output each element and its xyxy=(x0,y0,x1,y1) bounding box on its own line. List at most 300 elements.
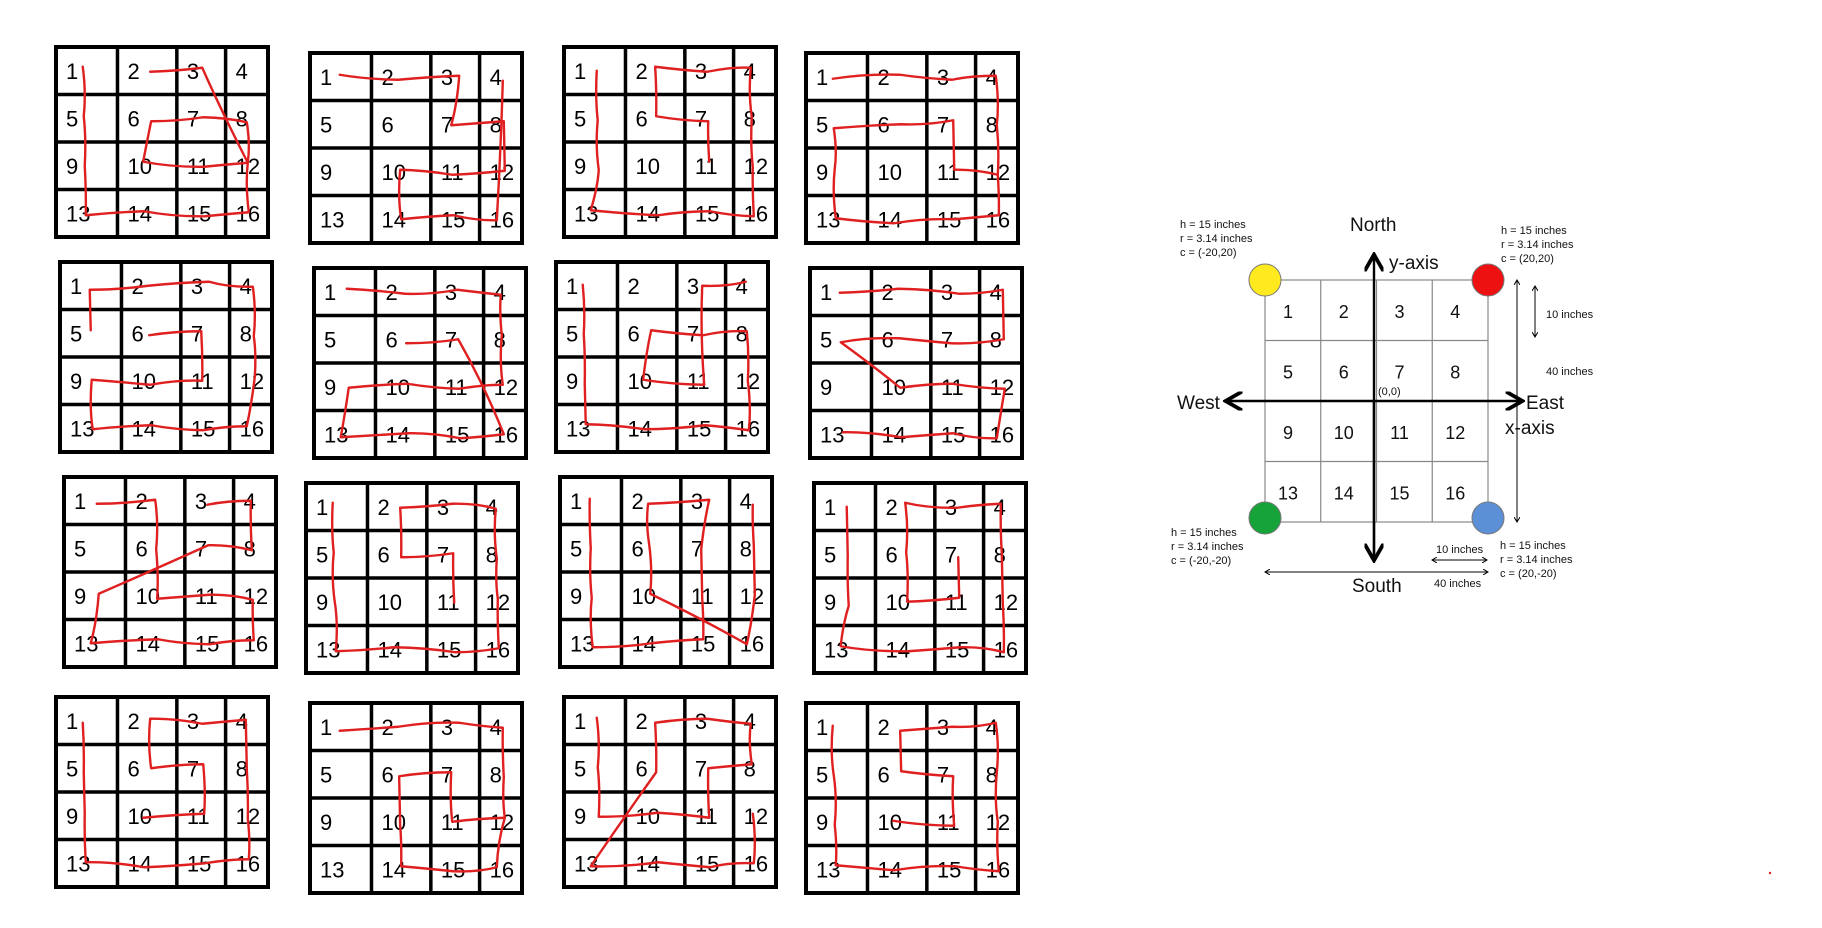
grid-cell-number: 15 xyxy=(436,637,462,663)
grid-cell-number: 16 xyxy=(989,422,1015,448)
grid-cell-number: 3 xyxy=(694,709,708,734)
grid-cell-number: 7 xyxy=(690,536,704,562)
grid-cell-number: 7 xyxy=(190,321,204,347)
grid-cell-number: 2 xyxy=(627,274,640,299)
grid-cell-number: 10 xyxy=(131,369,156,394)
north-label: North xyxy=(1350,215,1397,236)
grid-cell-number: 2 xyxy=(877,715,890,740)
grid-cell-number: 10 xyxy=(127,804,152,829)
grid-cell-number: 11 xyxy=(186,804,210,829)
grid-cell-number: 4 xyxy=(985,65,998,90)
grid-cell-number: 9 xyxy=(570,584,583,609)
grid-cell-number: 6 xyxy=(631,536,644,562)
grid-cell-number: 12 xyxy=(989,375,1015,400)
grid-cell-number: 9 xyxy=(70,369,83,394)
grid-cell-number: 5 xyxy=(816,112,829,138)
grid-cell-number: 10 xyxy=(381,810,406,835)
grid-cell-number: 16 xyxy=(235,201,261,227)
grid-cell-number: 11 xyxy=(690,584,714,609)
grid-cell-number: 12 xyxy=(493,375,519,400)
grid-cell-number: 6 xyxy=(627,321,640,347)
grid-cell-number: 11 xyxy=(936,810,960,835)
grid-cell-number: 8 xyxy=(243,536,256,562)
grid-cell-number: 13 xyxy=(566,416,591,442)
grid-cell-number: 13 xyxy=(570,631,595,657)
dim-total-right-label: 40 inches xyxy=(1546,366,1594,378)
grid-cell-number: 9 xyxy=(816,160,829,185)
grid-cell-number: 16 xyxy=(743,201,769,227)
grid-cell-number: 6 xyxy=(877,762,890,788)
grid-cell-number: 1 xyxy=(320,715,333,740)
tl-h: h = 15 inches xyxy=(1180,219,1246,231)
bl-c: c = (-20,-20) xyxy=(1171,555,1232,567)
origin-label: (0,0) xyxy=(1378,386,1401,398)
bl-h: h = 15 inches xyxy=(1171,527,1237,539)
grid-cell-number: 1 xyxy=(66,709,79,734)
grid-cell-number: 14 xyxy=(877,207,902,233)
reference-cell-number: 9 xyxy=(1282,423,1294,443)
grid-cell-number: 3 xyxy=(936,65,950,90)
grid-cell-number: 12 xyxy=(235,154,261,179)
grid-cell-number: 3 xyxy=(436,495,450,520)
grid-cell-number: 3 xyxy=(190,274,204,299)
grid-cell-number: 10 xyxy=(377,590,402,615)
grid-cell-number: 15 xyxy=(190,416,216,442)
grid-cell-number: 10 xyxy=(627,369,652,394)
grid-cell-number: 9 xyxy=(320,810,333,835)
grid-cell-number: 10 xyxy=(381,160,406,185)
grid-cell-number: 14 xyxy=(881,422,906,448)
tr-c: c = (20,20) xyxy=(1501,253,1554,265)
grid-cell-number: 2 xyxy=(881,280,894,305)
grid-cell-number: 9 xyxy=(574,154,587,179)
grid-cell-number: 14 xyxy=(877,857,902,883)
grid-cell-number: 8 xyxy=(993,542,1006,568)
grid-cell-number: 1 xyxy=(324,280,337,305)
grid-cell-number: 5 xyxy=(574,756,587,782)
grid-cell-number: 14 xyxy=(135,631,160,657)
grid-cell-number: 16 xyxy=(243,631,269,657)
grid-cell-number: 9 xyxy=(66,154,79,179)
grid-cell-number: 6 xyxy=(131,321,144,347)
grid-cell-number: 16 xyxy=(485,637,511,663)
grid-cell-number: 6 xyxy=(377,542,390,568)
grid-cell-number: 13 xyxy=(74,631,99,657)
grid-cell-number: 15 xyxy=(440,207,466,233)
grid-cell-number: 14 xyxy=(885,637,910,663)
grid-cell-number: 15 xyxy=(690,631,716,657)
grid-cell-number: 5 xyxy=(70,321,83,347)
grid-cell-number: 14 xyxy=(377,637,402,663)
grid-cell-number: 12 xyxy=(489,810,515,835)
bottom-left-specs xyxy=(1171,527,1244,567)
br-c: c = (20,-20) xyxy=(1500,568,1557,580)
grid-cell-number: 2 xyxy=(127,709,140,734)
grid-cell-number: 8 xyxy=(743,756,756,782)
grid-cell-number: 5 xyxy=(316,542,329,568)
grid-cell-number: 15 xyxy=(940,422,966,448)
grid-cell-number: 5 xyxy=(824,542,837,568)
reference-cell-number: 13 xyxy=(1277,483,1299,504)
grid-cell-number: 16 xyxy=(489,207,515,233)
grid-cell-number: 2 xyxy=(381,65,394,90)
grid-cell-number: 13 xyxy=(324,422,349,448)
br-r: r = 3.14 inches xyxy=(1500,554,1573,566)
grid-cell-number: 9 xyxy=(816,810,829,835)
grid-cell-number: 7 xyxy=(186,756,200,782)
grid-cell-number: 12 xyxy=(239,369,265,394)
grid-cell-number: 7 xyxy=(686,321,700,347)
dim-bottom-total-label: 40 inches xyxy=(1434,578,1482,590)
grid-cell-number: 14 xyxy=(131,416,156,442)
grid-cell-number: 11 xyxy=(194,584,218,609)
grid-cell-number: 13 xyxy=(320,207,345,233)
grid-cell-number: 7 xyxy=(440,112,454,138)
grid-cell-number: 7 xyxy=(694,106,708,132)
grid-cell-number: 3 xyxy=(694,59,708,84)
tl-c: c = (-20,20) xyxy=(1180,247,1237,259)
reference-cell-number: 1 xyxy=(1282,302,1294,322)
grid-cell-number: 15 xyxy=(440,857,466,883)
grid-cell-number: 14 xyxy=(635,201,660,227)
grid-cell-number: 12 xyxy=(743,804,769,829)
grid-cell-number: 8 xyxy=(235,106,248,132)
grid-cell-number: 16 xyxy=(739,631,765,657)
grid-cell-number: 3 xyxy=(440,715,454,740)
grid-cell-number: 8 xyxy=(235,756,248,782)
blue-marker xyxy=(1472,502,1504,534)
grid-cell-number: 1 xyxy=(570,489,583,514)
grid-cell-number: 3 xyxy=(186,59,200,84)
grid-cell-number: 8 xyxy=(489,112,502,138)
grid-cell-number: 9 xyxy=(324,375,337,400)
grid-cell-number: 11 xyxy=(444,375,468,400)
grid-cell-number: 4 xyxy=(489,65,502,90)
grid-cell-number: 3 xyxy=(440,65,454,90)
grid-cell-number: 4 xyxy=(985,715,998,740)
top-left-specs xyxy=(1180,219,1253,259)
grid-cell-number: 10 xyxy=(631,584,656,609)
grid-cell-number: 12 xyxy=(489,160,515,185)
grid-cell-number: 12 xyxy=(243,584,269,609)
grid-cell-number: 1 xyxy=(320,65,333,90)
grid-cell-number: 16 xyxy=(985,857,1011,883)
grid-cell-number: 16 xyxy=(489,857,515,883)
grid-cell-number: 5 xyxy=(820,327,833,353)
east-label: East xyxy=(1526,393,1565,414)
grid-cell-number: 8 xyxy=(493,327,506,353)
grid-cell-number: 1 xyxy=(820,280,833,305)
reference-cell-numbers xyxy=(1278,302,1465,504)
grid-cell-number: 5 xyxy=(324,327,337,353)
grid-cell-number: 2 xyxy=(135,489,148,514)
grid-cell-number: 10 xyxy=(877,160,902,185)
tr-r: r = 3.14 inches xyxy=(1501,239,1574,251)
grid-cell-number: 4 xyxy=(993,495,1006,520)
grid-cell-number: 2 xyxy=(127,59,140,84)
grid-cell-number: 7 xyxy=(694,756,708,782)
grid-cell-number: 15 xyxy=(936,857,962,883)
grid-cell-number: 7 xyxy=(940,327,954,353)
grid-cell-number: 14 xyxy=(381,207,406,233)
grid-cell-number: 14 xyxy=(127,851,152,877)
grid-cell-number: 10 xyxy=(127,154,152,179)
grid-cell-number: 5 xyxy=(320,762,333,788)
grid-cell-number: 8 xyxy=(985,112,998,138)
grid-cell-number: 11 xyxy=(186,154,210,179)
grid-cell-number: 16 xyxy=(239,416,265,442)
grid-cell-number: 7 xyxy=(444,327,458,353)
grid-cell-number: 13 xyxy=(824,637,849,663)
grid-cell-number: 2 xyxy=(381,715,394,740)
dim-bottom-small-label: 10 inches xyxy=(1436,544,1484,556)
red-marker xyxy=(1472,264,1504,296)
grid-cell-number: 2 xyxy=(385,280,398,305)
grid-cell-number: 10 xyxy=(135,584,160,609)
grid-cell-number: 3 xyxy=(194,489,208,514)
grid-cell-number: 2 xyxy=(631,489,644,514)
grid-cell-number: 12 xyxy=(735,369,761,394)
yellow-marker xyxy=(1249,264,1281,296)
grid-cell-number: 9 xyxy=(316,590,329,615)
grid-cell-number: 13 xyxy=(816,857,841,883)
grid-cell-number: 7 xyxy=(436,542,450,568)
grid-cell-number: 2 xyxy=(635,59,648,84)
grid-cell-number: 6 xyxy=(127,106,140,132)
grid-cell-number: 10 xyxy=(635,804,660,829)
grid-cell-number: 8 xyxy=(489,762,502,788)
grid-cell-number: 5 xyxy=(816,762,829,788)
grid-cell-number: 1 xyxy=(574,59,587,84)
grid-cell-number: 1 xyxy=(74,489,87,514)
grid-cell-number: 16 xyxy=(993,637,1019,663)
br-h: h = 15 inches xyxy=(1500,540,1566,552)
grid-cell-number: 12 xyxy=(985,160,1011,185)
grid-cell-number: 4 xyxy=(743,709,756,734)
grid-cell-number: 13 xyxy=(816,207,841,233)
bl-r: r = 3.14 inches xyxy=(1171,541,1244,553)
grid-cell-number: 1 xyxy=(816,715,829,740)
grid-cell-number: 3 xyxy=(444,280,458,305)
grid-cell-number: 1 xyxy=(566,274,579,299)
grid-cell-number: 11 xyxy=(440,810,464,835)
grid-cell-number: 9 xyxy=(566,369,579,394)
grid-cell-number: 3 xyxy=(936,715,950,740)
grid-cell-number: 4 xyxy=(743,59,756,84)
reference-cell-number: 15 xyxy=(1389,483,1410,504)
tr-h: h = 15 inches xyxy=(1501,225,1567,237)
dim-right-label: 10 inches xyxy=(1546,309,1594,321)
grid-cell-number: 3 xyxy=(690,489,704,514)
y-axis-label: y-axis xyxy=(1389,253,1439,274)
grid-cell-number: 15 xyxy=(694,201,720,227)
grid-cell-number: 4 xyxy=(235,709,248,734)
grid-cell-number: 1 xyxy=(574,709,587,734)
grid-cell-number: 14 xyxy=(631,631,656,657)
bottom-right-specs xyxy=(1500,540,1573,580)
grid-cell-number: 14 xyxy=(627,416,652,442)
grid-cell-number: 15 xyxy=(194,631,220,657)
grid-cell-number: 6 xyxy=(127,756,140,782)
tl-r: r = 3.14 inches xyxy=(1180,233,1253,245)
grid-cell-number: 2 xyxy=(377,495,390,520)
grid-cell-number: 16 xyxy=(235,851,261,877)
grid-cell-number: 12 xyxy=(485,590,511,615)
grid-cell-number: 1 xyxy=(816,65,829,90)
grid-cell-number: 11 xyxy=(694,804,718,829)
grid-cell-number: 7 xyxy=(194,536,208,562)
grid-cell-number: 3 xyxy=(940,280,954,305)
grid-cell-number: 3 xyxy=(186,709,200,734)
grid-cell-number: 5 xyxy=(74,536,87,562)
grid-cell-number: 6 xyxy=(885,542,898,568)
grid-cell-number: 12 xyxy=(993,590,1019,615)
grid-cell-number: 11 xyxy=(940,375,964,400)
grid-cell-number: 3 xyxy=(686,274,700,299)
grid-cell-number: 10 xyxy=(385,375,410,400)
grid-cell-number: 8 xyxy=(485,542,498,568)
grid-cell-number: 9 xyxy=(320,160,333,185)
grid-cell-number: 11 xyxy=(944,590,968,615)
grid-cell-number: 5 xyxy=(66,106,79,132)
grid-cell-number: 15 xyxy=(944,637,970,663)
reference-cell-number: 4 xyxy=(1450,302,1461,322)
grid-cell-number: 13 xyxy=(66,851,91,877)
grid-cell-number: 16 xyxy=(985,207,1011,233)
grid-cell-number: 8 xyxy=(989,327,1002,353)
grid-cell-number: 6 xyxy=(635,756,648,782)
reference-cell-number: 11 xyxy=(1390,423,1409,443)
grid-cell-number: 13 xyxy=(574,851,599,877)
grid-cell-number: 13 xyxy=(320,857,345,883)
reference-cell-number: 5 xyxy=(1282,362,1294,383)
reference-cell-number: 12 xyxy=(1445,423,1466,443)
grid-cell-number: 4 xyxy=(485,495,498,520)
grid-cell-number: 4 xyxy=(235,59,248,84)
grid-cell-number: 14 xyxy=(127,201,152,227)
grid-cell-number: 3 xyxy=(944,495,958,520)
grid-cell-number: 11 xyxy=(440,160,464,185)
grid-cell-number: 7 xyxy=(936,112,950,138)
grid-cell-number: 10 xyxy=(885,590,910,615)
grid-cell-number: 8 xyxy=(735,321,748,347)
grid-cell-number: 2 xyxy=(131,274,144,299)
reference-cell-number: 10 xyxy=(1333,423,1354,443)
grid-cell-number: 2 xyxy=(885,495,898,520)
grid-cell-number: 16 xyxy=(743,851,769,877)
reference-cell-number: 3 xyxy=(1394,302,1405,322)
grid-cell-number: 4 xyxy=(493,280,506,305)
grid-cell-number: 15 xyxy=(936,207,962,233)
grid-cell-number: 9 xyxy=(74,584,87,609)
grid-cell-number: 14 xyxy=(385,422,410,448)
grid-cell-number: 8 xyxy=(239,321,252,347)
green-marker xyxy=(1249,502,1281,534)
grid-cell-number: 4 xyxy=(243,489,256,514)
grid-cell-number: 6 xyxy=(877,112,890,138)
grid-cell-number: 7 xyxy=(944,542,958,568)
grid-cell-number: 4 xyxy=(989,280,1002,305)
grid-cell-number: 6 xyxy=(381,112,394,138)
grid-cell-number: 13 xyxy=(574,201,599,227)
grid-cell-number: 5 xyxy=(320,112,333,138)
grid-cell-number: 8 xyxy=(985,762,998,788)
grid-cell-number: 16 xyxy=(735,416,761,442)
grid-cell-number: 6 xyxy=(635,106,648,132)
grid-cell-number: 9 xyxy=(824,590,837,615)
grid-cell-number: 8 xyxy=(743,106,756,132)
grid-cell-number: 10 xyxy=(877,810,902,835)
grid-cell-number: 5 xyxy=(570,536,583,562)
grid-cell-number: 4 xyxy=(739,489,752,514)
grid-cell-number: 1 xyxy=(66,59,79,84)
grid-cell-number: 6 xyxy=(381,762,394,788)
grid-cell-number: 9 xyxy=(820,375,833,400)
grid-cell-number: 6 xyxy=(135,536,148,562)
grid-cell-number: 14 xyxy=(381,857,406,883)
grid-cell-number: 2 xyxy=(877,65,890,90)
grid-cell-number: 6 xyxy=(385,327,398,353)
grid-cell-number: 8 xyxy=(739,536,752,562)
grid-cell-number: 15 xyxy=(686,416,712,442)
reference-cell-number: 16 xyxy=(1445,483,1466,504)
grid-cell-number: 13 xyxy=(66,201,91,227)
grid-cell-number: 4 xyxy=(489,715,502,740)
grid-cell-number: 4 xyxy=(239,274,252,299)
grid-cell-number: 13 xyxy=(316,637,341,663)
grid-cell-number: 6 xyxy=(881,327,894,353)
grid-cell-number: 1 xyxy=(824,495,837,520)
grid-cell-number: 12 xyxy=(985,810,1011,835)
grid-cell-number: 15 xyxy=(186,201,212,227)
grid-cell-number: 12 xyxy=(743,154,769,179)
grid-cell-number: 12 xyxy=(235,804,261,829)
grid-cell-number: 2 xyxy=(635,709,648,734)
grid-cell-number: 15 xyxy=(186,851,212,877)
grid-cell-number: 4 xyxy=(735,274,748,299)
grid-cell-number: 5 xyxy=(574,106,587,132)
grid-cell-number: 5 xyxy=(66,756,79,782)
grid-cell-number: 14 xyxy=(635,851,660,877)
grid-cell-number: 11 xyxy=(190,369,214,394)
grid-cell-number: 15 xyxy=(694,851,720,877)
grid-cell-number: 15 xyxy=(444,422,470,448)
grid-cell-number: 11 xyxy=(686,369,710,394)
grid-cell-number: 1 xyxy=(316,495,329,520)
reference-cell-number: 14 xyxy=(1333,483,1354,504)
grid-cell-number: 10 xyxy=(881,375,906,400)
west-label: West xyxy=(1177,393,1220,414)
grid-cell-number: 10 xyxy=(635,154,660,179)
grid-cell-number: 5 xyxy=(566,321,579,347)
grid-cell-number: 7 xyxy=(186,106,200,132)
grid-cell-number: 7 xyxy=(440,762,454,788)
stray-red-dot xyxy=(1769,872,1771,874)
reference-cell-number: 7 xyxy=(1394,362,1405,383)
grid-cell-number: 7 xyxy=(936,762,950,788)
reference-cell-number: 8 xyxy=(1450,362,1461,383)
grid-cell-number: 11 xyxy=(436,590,460,615)
grid-cell-number: 1 xyxy=(70,274,83,299)
grid-cell-number: 9 xyxy=(574,804,587,829)
grid-cell-number: 13 xyxy=(820,422,845,448)
reference-cell-number: 2 xyxy=(1338,302,1349,322)
top-right-specs xyxy=(1501,225,1574,265)
grid-cell-number: 16 xyxy=(493,422,519,448)
grid-cell-number: 13 xyxy=(70,416,95,442)
x-axis-label: x-axis xyxy=(1505,418,1555,439)
grid-cell-number: 9 xyxy=(66,804,79,829)
